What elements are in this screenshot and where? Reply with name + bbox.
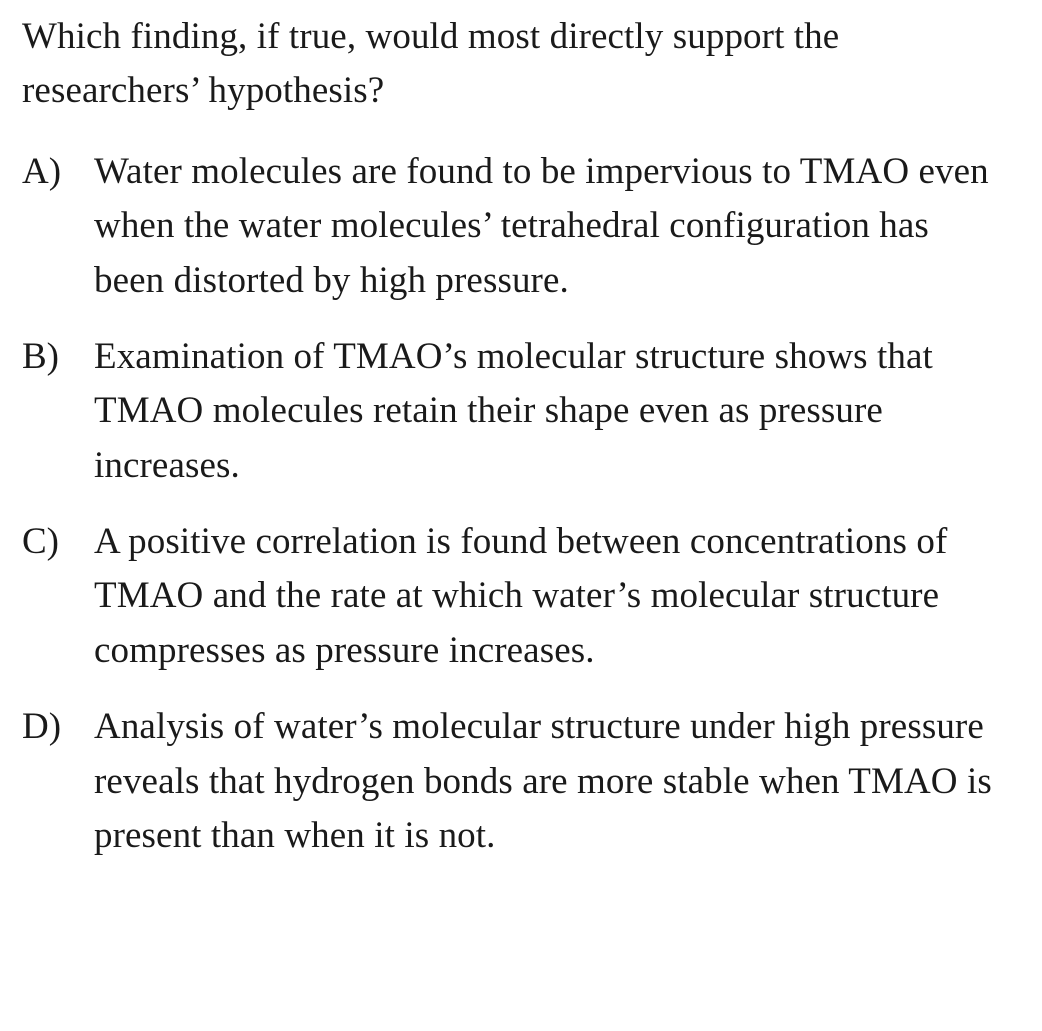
answer-choice-b-letter: B) <box>22 335 59 377</box>
answer-choice-c-letter: C) <box>22 521 59 562</box>
answer-choice-d[interactable] <box>22 700 1006 863</box>
answer-choice-b-text: Examination of TMAO’s molecular structure shows that TMAO molecules retain their shape even as pressure increases. <box>94 335 933 486</box>
answer-choice-c[interactable] <box>22 515 1006 678</box>
answer-choice-a-letter: A) <box>22 150 62 192</box>
question-stem: Which finding, if true, would most directly support the researchers’ hypothesis? <box>22 16 840 112</box>
answer-choice-list <box>22 145 1006 864</box>
answer-choice-b[interactable] <box>22 330 1006 493</box>
answer-choice-a-text: Water molecules are found to be impervious to TMAO even when the water molecules’ tetrahedral configuration has been distorted by high pressure. <box>94 150 989 301</box>
answer-choice-d-text: Analysis of water’s molecular structure under high pressure reveals that hydrogen bonds are more stable when TMAO is present than when it is not. <box>94 706 992 856</box>
answer-choice-d-letter: D) <box>22 706 62 748</box>
answer-choice-c-text: A positive correlation is found between concentrations of TMAO and the rate at which water’s molecular structure compresses as pressure increases. <box>94 521 948 671</box>
answer-choice-a[interactable] <box>22 145 1006 308</box>
